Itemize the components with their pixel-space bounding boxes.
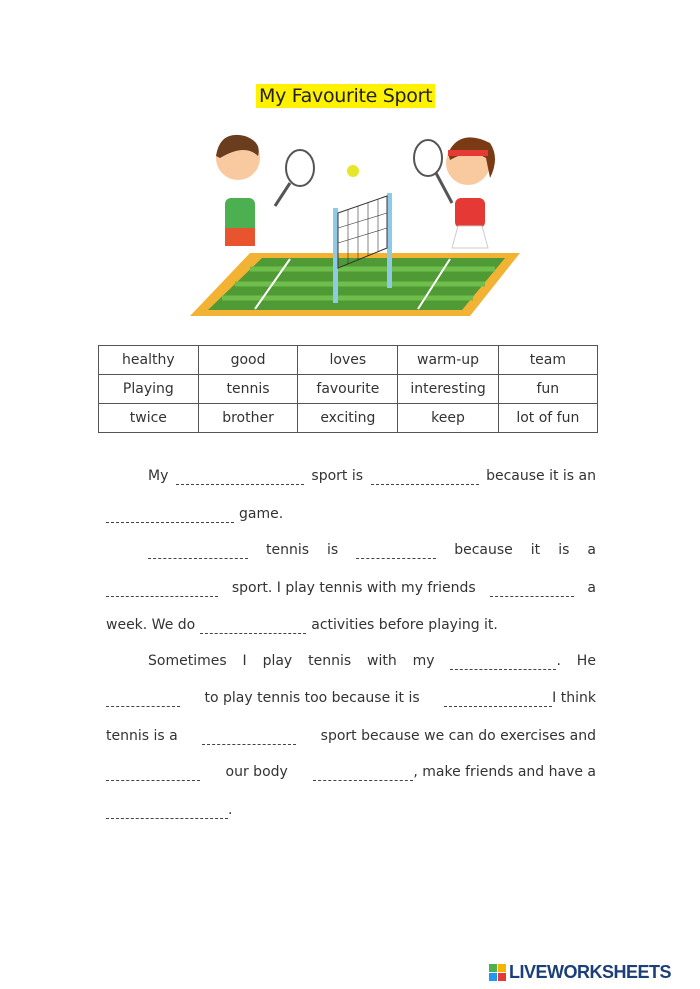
text-line bbox=[106, 764, 596, 784]
tennis-kids-illustration bbox=[190, 128, 520, 318]
text-line bbox=[148, 542, 596, 562]
word-bank-row bbox=[99, 404, 598, 433]
text-line bbox=[106, 690, 596, 710]
word-cell: lot of fun bbox=[498, 404, 597, 433]
word-cell: twice bbox=[99, 404, 199, 433]
text: . bbox=[228, 802, 233, 818]
worksheet-title: My Favourite Sport bbox=[256, 84, 435, 108]
text-line bbox=[106, 617, 596, 637]
text: I bbox=[242, 653, 247, 669]
text: to play tennis too because it is bbox=[204, 690, 420, 706]
text: with bbox=[367, 653, 397, 669]
text: a bbox=[587, 542, 596, 558]
word-cell: healthy bbox=[99, 346, 199, 375]
text: tennis bbox=[266, 542, 310, 558]
text: week. We do bbox=[106, 617, 196, 633]
text: Sometimes bbox=[148, 653, 227, 669]
text: is bbox=[558, 542, 570, 558]
text: it bbox=[530, 542, 541, 558]
text: My bbox=[148, 468, 169, 484]
text: sport. I play tennis with my friends bbox=[231, 580, 476, 596]
answer-blank[interactable] bbox=[371, 470, 479, 485]
text: sport is bbox=[311, 468, 364, 484]
word-bank-table bbox=[98, 345, 598, 433]
text: play bbox=[262, 653, 293, 669]
answer-blank[interactable] bbox=[202, 730, 296, 745]
word-cell: favourite bbox=[298, 375, 398, 404]
answer-blank[interactable] bbox=[106, 766, 200, 781]
word-cell: team bbox=[498, 346, 597, 375]
answer-blank[interactable] bbox=[106, 692, 180, 707]
word-cell: keep bbox=[398, 404, 498, 433]
text-line bbox=[106, 802, 596, 822]
text: He bbox=[576, 653, 596, 669]
text-line bbox=[148, 653, 596, 673]
text: I think bbox=[552, 690, 596, 706]
answer-blank[interactable] bbox=[200, 619, 306, 634]
answer-blank[interactable] bbox=[106, 804, 228, 819]
text-line bbox=[106, 580, 596, 600]
answer-blank[interactable] bbox=[106, 582, 218, 597]
text: my bbox=[412, 653, 435, 669]
text: sport because we can do exercises and bbox=[320, 728, 596, 744]
word-bank-row bbox=[99, 375, 598, 404]
text: is bbox=[327, 542, 339, 558]
logo-icon bbox=[489, 964, 506, 981]
answer-blank[interactable] bbox=[450, 655, 556, 670]
word-cell: good bbox=[198, 346, 298, 375]
text-line bbox=[106, 506, 596, 526]
answer-blank[interactable] bbox=[106, 508, 234, 523]
text: , make friends and have a bbox=[413, 764, 596, 780]
logo-text: LIVEWORKSHEETS bbox=[509, 962, 672, 982]
word-cell: loves bbox=[298, 346, 398, 375]
text: because it is an bbox=[486, 468, 596, 484]
text: a bbox=[587, 580, 596, 596]
text: activities before playing it. bbox=[311, 617, 498, 633]
word-bank-row bbox=[99, 346, 598, 375]
answer-blank[interactable] bbox=[444, 692, 552, 707]
word-cell: brother bbox=[198, 404, 298, 433]
text-line bbox=[148, 468, 596, 488]
answer-blank[interactable] bbox=[490, 582, 574, 597]
answer-blank[interactable] bbox=[356, 544, 436, 559]
text: our body bbox=[225, 764, 288, 780]
liveworksheets-logo bbox=[489, 962, 671, 983]
word-cell: interesting bbox=[398, 375, 498, 404]
word-cell: exciting bbox=[298, 404, 398, 433]
text: . bbox=[556, 653, 561, 669]
word-cell: tennis bbox=[198, 375, 298, 404]
text-line bbox=[106, 728, 596, 748]
answer-blank[interactable] bbox=[148, 544, 248, 559]
word-cell: Playing bbox=[99, 375, 199, 404]
word-cell: warm-up bbox=[398, 346, 498, 375]
text: game. bbox=[239, 506, 284, 522]
text: tennis is a bbox=[106, 728, 178, 744]
word-cell: fun bbox=[498, 375, 597, 404]
answer-blank[interactable] bbox=[176, 470, 304, 485]
text: because bbox=[454, 542, 513, 558]
text: tennis bbox=[308, 653, 352, 669]
answer-blank[interactable] bbox=[313, 766, 413, 781]
